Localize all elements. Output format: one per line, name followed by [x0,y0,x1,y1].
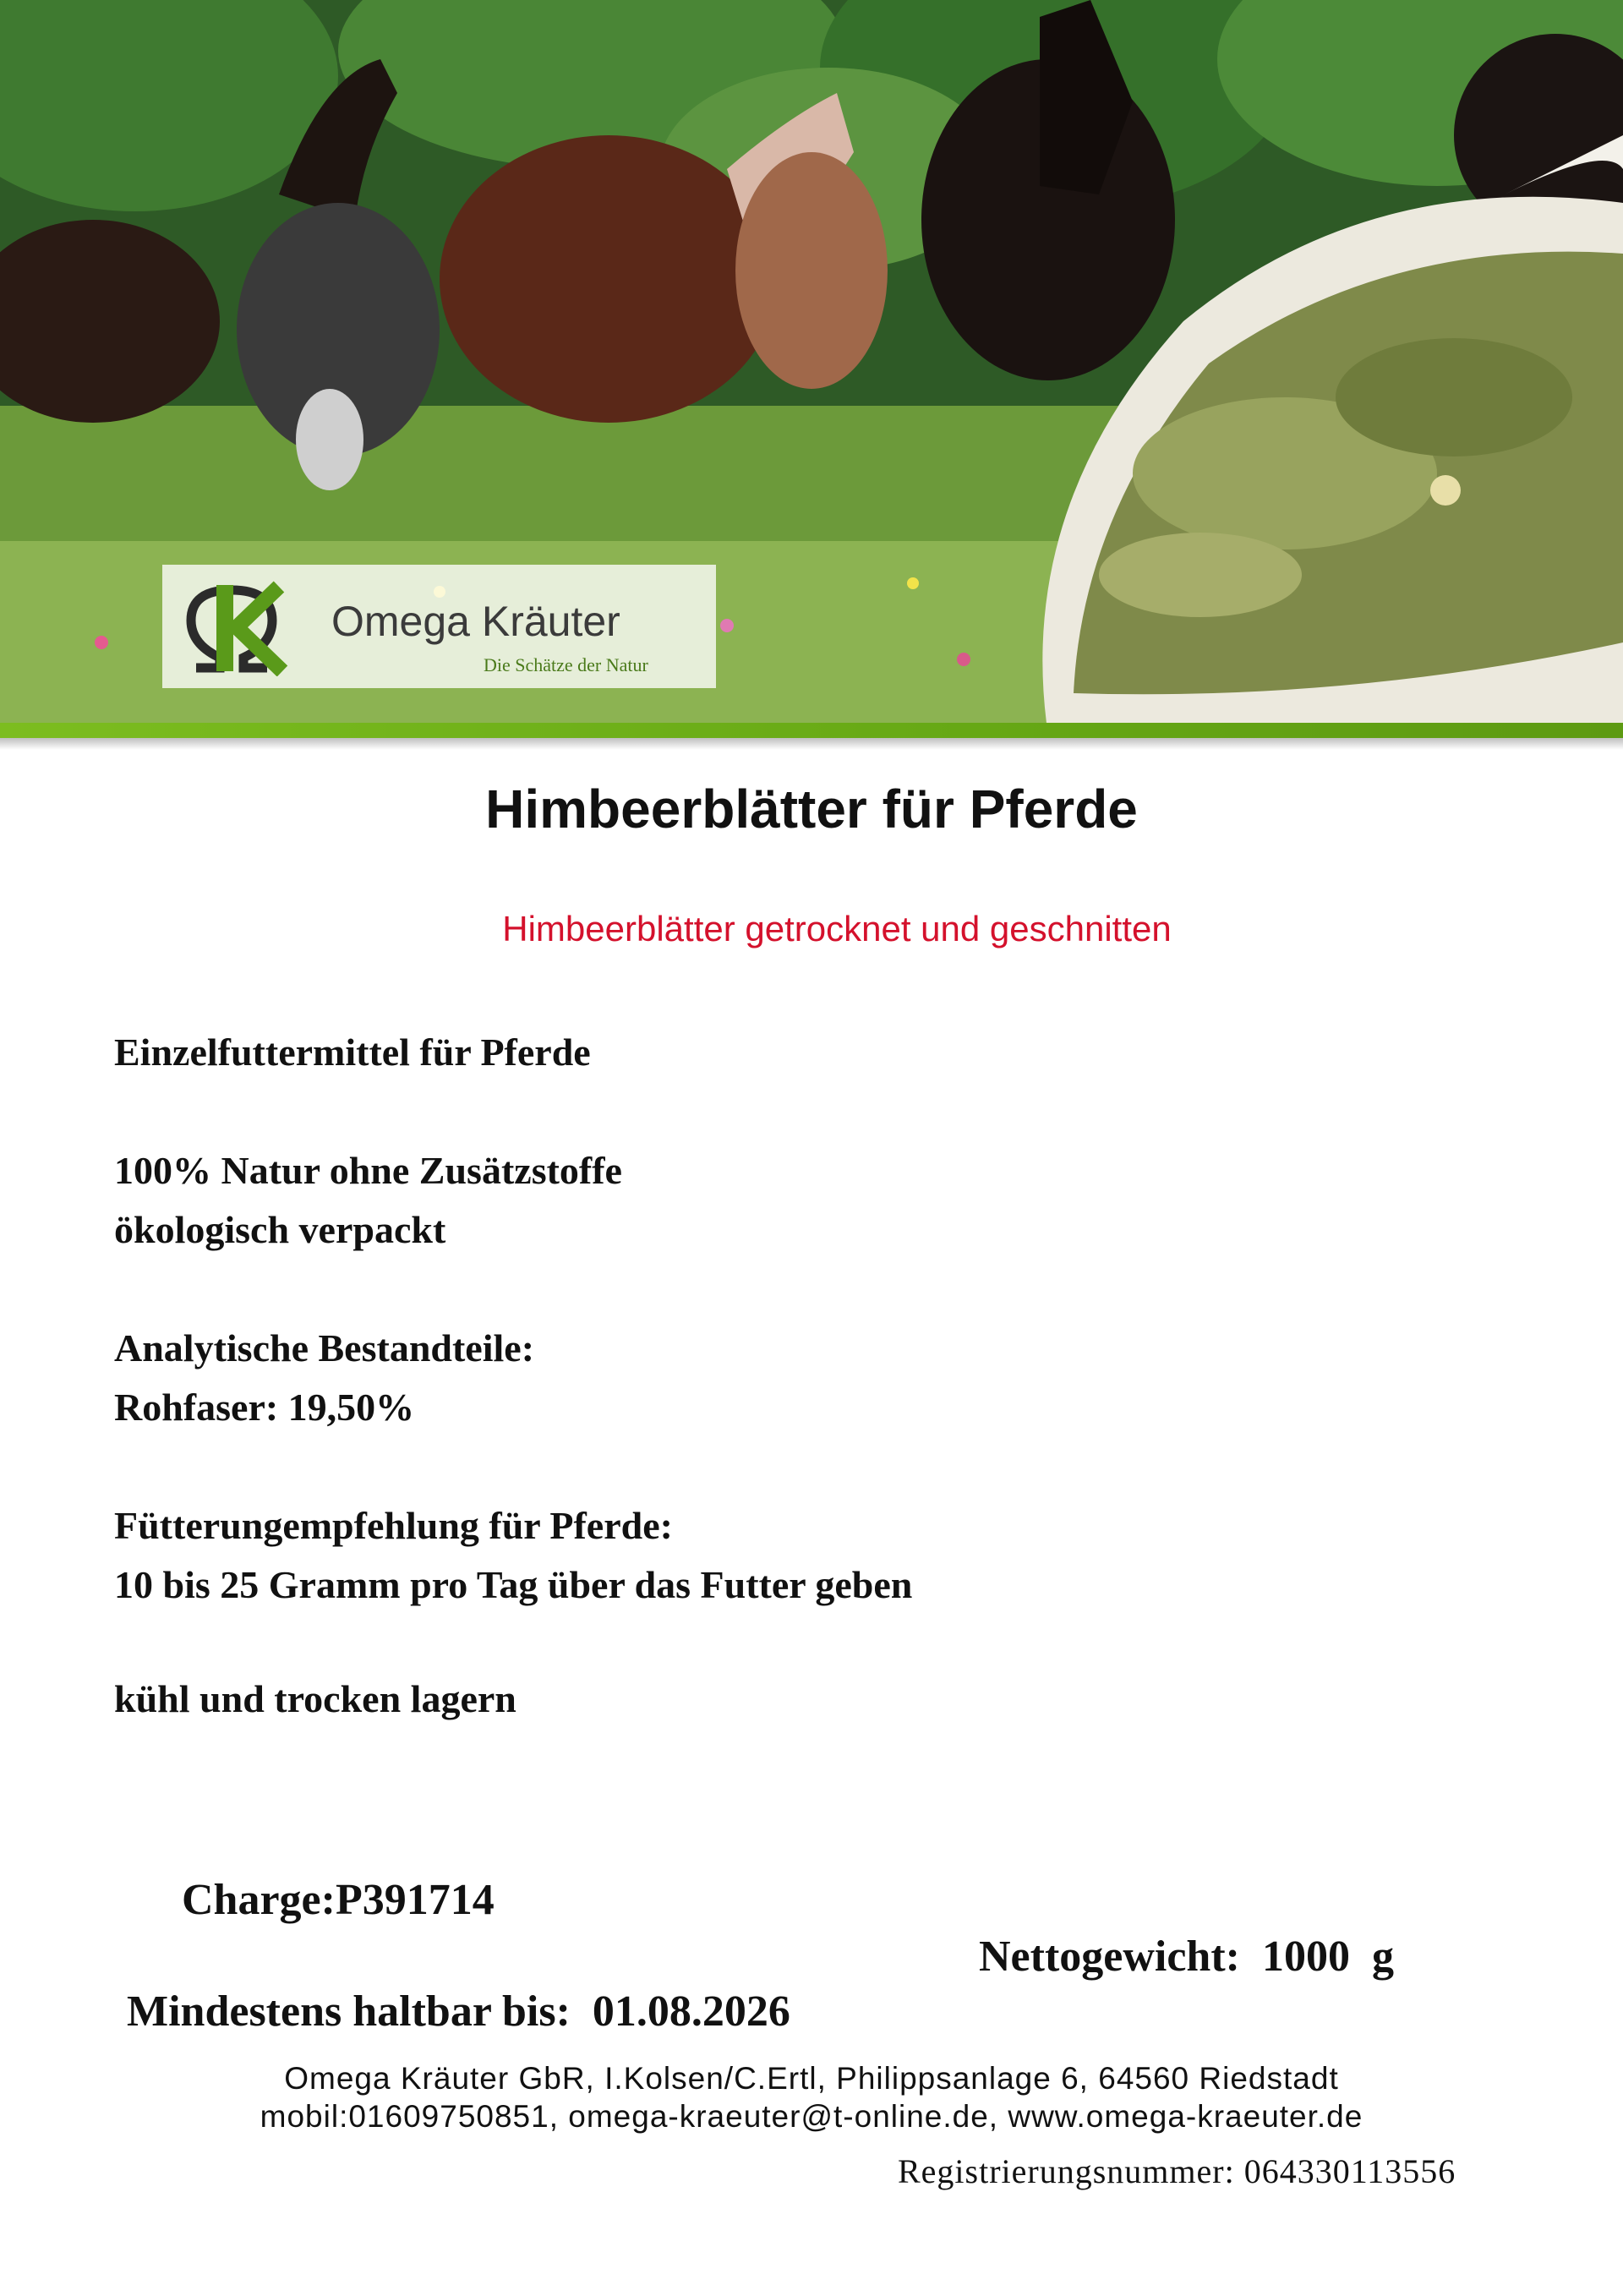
feeding-heading: Fütterungempfehlung für Pferde: [114,1504,673,1547]
feeding-value: 10 bis 25 Gramm pro Tag über das Futter geben [114,1563,913,1606]
omega-k-logo-icon [179,577,289,676]
charge-number: Charge:P391714 [182,1876,495,1924]
brand-tagline: Die Schätze der Natur [484,654,648,675]
banner-photo [0,0,1623,723]
nature-block [114,1141,622,1260]
net-weight: Nettogewicht: 1000 g [979,1932,1394,1981]
brand-logo [162,565,716,688]
analysis-block [114,1319,534,1437]
analysis-value: Rohfaser: 19,50% [114,1386,415,1429]
company-address: Omega Kräuter GbR, I.Kolsen/C.Ertl, Philippsanlage 6, 64560 Riedstadt [284,2061,1339,2096]
storage-text: kühl und trocken lagern [114,1677,516,1720]
product-title: Himbeerblätter für Pferde [485,779,1138,839]
analysis-heading: Analytische Bestandteile: [114,1326,535,1369]
green-divider [0,723,1623,738]
company-contact: mobil:01609750851, omega-kraeuter@t-online.de, www.omega-kraeuter.de [260,2099,1363,2134]
nature-text: 100% Natur ohne Zusätzstoffe [114,1149,622,1192]
packaging-text: ökologisch verpackt [114,1208,446,1251]
brand-name: Omega Kräuter [331,598,620,645]
registration-number: Registrierungsnummer: 064330113556 [898,2152,1456,2190]
best-before-date: Mindestens haltbar bis: 01.08.2026 [127,1987,790,2036]
feeding-block [114,1496,912,1615]
product-subtitle: Himbeerblätter getrocknet und geschnitten [502,909,1172,948]
category-text: Einzelfuttermittel für Pferde [114,1030,591,1074]
divider-shadow [0,738,1623,750]
